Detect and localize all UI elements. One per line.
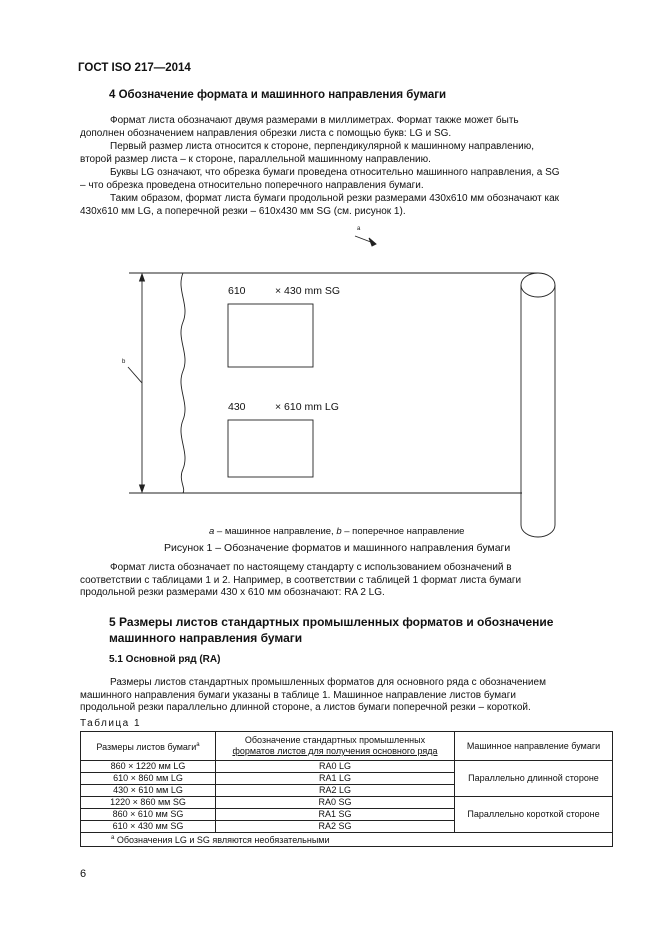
text-line: соответствии с таблицами 1 и 2. Например, в соответствии с таблицей 1 формат листа бумаги	[80, 574, 522, 586]
legend-a-text: – машинное направление,	[214, 526, 337, 537]
legend-a-letter: a	[209, 526, 215, 537]
text-line: Формат листа обозначают двумя размерами в миллиметрах. Формат также может быть	[110, 115, 519, 126]
page-number: 6	[80, 868, 87, 880]
cell-direction-long: Параллельно длинной стороне	[455, 761, 613, 797]
roll-bottom-arc	[521, 525, 555, 537]
cell-size: 1220 × 860 мм SG	[81, 797, 216, 809]
cell-size: 430 × 610 мм LG	[81, 785, 216, 797]
sheet-610x430	[228, 304, 313, 367]
sheet-430x610	[228, 420, 313, 477]
header-machine-direction: Машинное направление бумаги	[455, 732, 613, 761]
subsection-5-1-title: 5.1 Основной ряд (RA)	[109, 654, 221, 665]
legend-b-text: – поперечное направление	[341, 526, 465, 537]
header-designation: Обозначение стандартных промышленных форматов листов для получения основного ряда	[216, 732, 455, 761]
cell-code: RA1 LG	[216, 773, 455, 785]
arrow-a-label: a	[357, 226, 361, 232]
text-line: дополнен обозначением направления обрезки листа с помощью букв: LG и SG.	[80, 127, 452, 139]
cell-direction-short: Параллельно короткой стороне	[455, 797, 613, 833]
text-line: машинного направления бумаги указаны в таблице 1. Машинное направление листов бумаги	[80, 689, 516, 701]
section-5-title-line-1: 5 Размеры листов стандартных промышленных форматов и обозначение	[109, 615, 554, 629]
text-line: продольной резки размерами 430 х 610 мм обозначают: RA 2 LG.	[80, 587, 385, 598]
sheet-1-width: 610	[228, 285, 246, 297]
table-1-label: Таблица 1	[80, 718, 142, 729]
text-line: Буквы LG означают, что обрезка бумаги проведена относительно машинного направления, а SG	[110, 167, 560, 178]
cell-code: RA1 SG	[216, 809, 455, 821]
section-5-paragraph	[80, 677, 614, 715]
cell-code: RA0 SG	[216, 797, 455, 809]
cell-code: RA2 SG	[216, 821, 455, 833]
section-5-title-line-2: машинного направления бумаги	[109, 631, 303, 645]
section-4-title: 4 Обозначение формата и машинного направления бумаги	[109, 89, 447, 101]
cell-size: 860 × 610 мм SG	[81, 809, 216, 821]
cross-direction-leader	[128, 367, 142, 383]
paragraph-after-figure	[80, 562, 614, 600]
text-line: – что обрезка проведена относительно поперечного направления бумаги.	[80, 179, 424, 191]
table-row	[81, 761, 613, 773]
cell-size: 610 × 860 мм LG	[81, 773, 216, 785]
arrow-b-label: b	[122, 359, 126, 365]
machine-direction-arrowhead	[369, 238, 376, 246]
legend-b-letter: b	[336, 526, 342, 537]
text-line: Первый размер листа относится к стороне, перпендикулярной к машинному направлению,	[110, 141, 535, 152]
table-footnote: $^а$ Обозначения LG и SG являются необязательными	[81, 833, 613, 847]
table-footnote-row	[81, 833, 613, 847]
text-line: Размеры листов стандартных промышленных форматов для основного ряда с обозначением	[110, 677, 546, 688]
section-5-title	[109, 614, 553, 646]
text-line: продольной резки параллельно длинной стороне, а листов бумаги поперечной резки – короткой.	[80, 702, 531, 713]
sheet-2-height-designation: × 610 mm LG	[275, 401, 339, 413]
roll-top-ellipse	[521, 273, 555, 297]
cell-size: 860 × 1220 мм LG	[81, 761, 216, 773]
sheet-2-width: 430	[228, 401, 246, 413]
figure-legend	[209, 526, 464, 537]
document-header: ГОСТ ISO 217—2014	[78, 62, 191, 74]
table-header-row	[81, 732, 613, 761]
figure-caption: Рисунок 1 – Обозначение форматов и машинного направления бумаги	[164, 542, 511, 554]
sheet-1-height-designation: × 430 mm SG	[275, 285, 341, 297]
break-line	[181, 273, 185, 493]
cell-code: RA2 LG	[216, 785, 455, 797]
cell-code: RA0 LG	[216, 761, 455, 773]
text-line: Формат листа обозначает по настоящему стандарту с использованием обозначений в	[110, 562, 512, 573]
text-line: 430х610 мм LG, а поперечной резки – 610х430 мм SG (см. рисунок 1).	[80, 205, 406, 217]
text-line: Таким образом, формат листа бумаги продольной резки размерами 430х610 мм обозначают как	[110, 193, 560, 204]
text-line: второй размер листа – к стороне, параллельной машинному направлению.	[80, 153, 431, 165]
table-row	[81, 797, 613, 809]
table-1	[80, 731, 613, 847]
header-sizes: Размеры листов бумаги$^а$	[81, 732, 216, 761]
cell-size: 610 × 430 мм SG	[81, 821, 216, 833]
